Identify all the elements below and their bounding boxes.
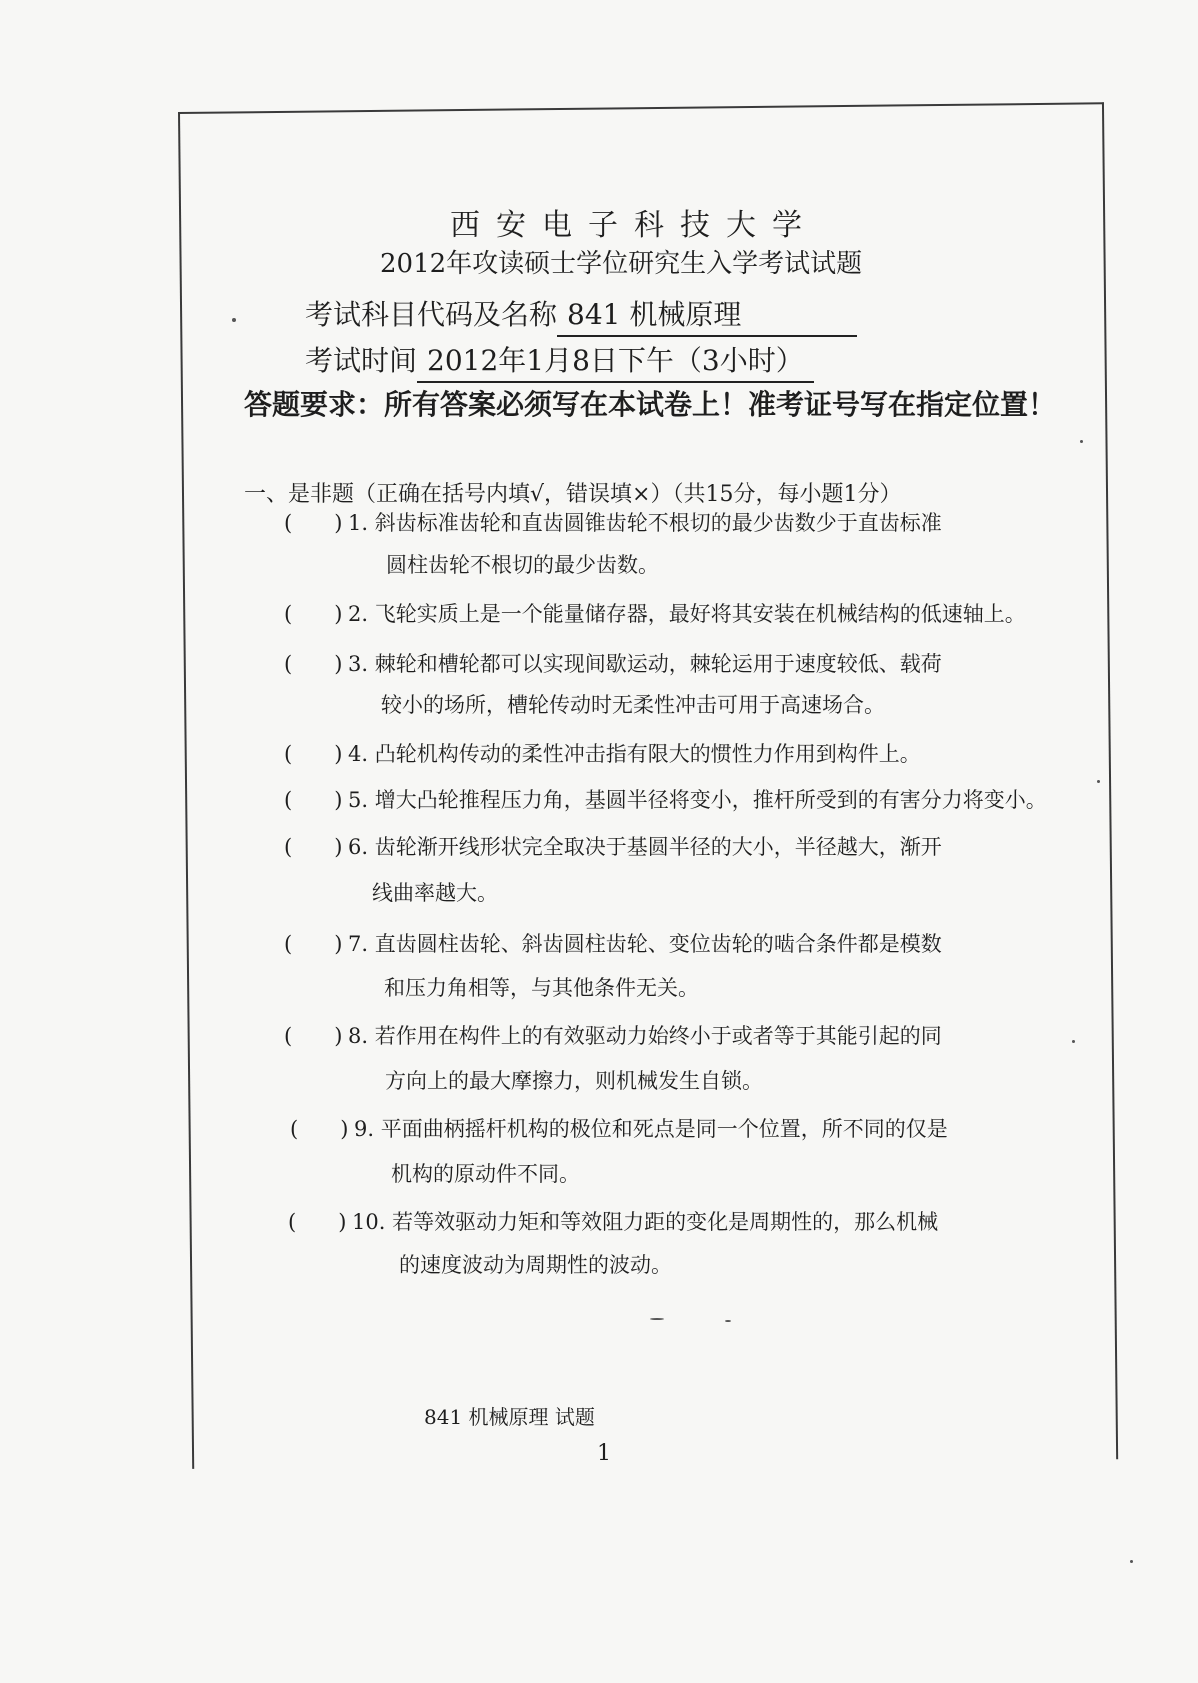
question-text: 增大凸轮推程压力角，基圆半径将变小，推杆所受到的有害分力将变小。 <box>374 788 1047 812</box>
answer-blank[interactable]: ( ) <box>284 932 343 956</box>
question-9-continuation: 机构的原动件不同。 <box>391 1162 580 1186</box>
question-7-continuation: 和压力角相等，与其他条件无关。 <box>384 976 699 1000</box>
question-text: 飞轮实质上是一个能量储存器，最好将其安装在机械结构的低速轴上。 <box>374 602 1026 626</box>
time-line <box>305 339 814 383</box>
question-text: 齿轮渐开线形状完全取决于基圆半径的大小，半径越大，渐开 <box>374 835 942 859</box>
answer-blank[interactable]: ( ) <box>284 511 343 535</box>
subject-line <box>305 293 857 337</box>
scan-speck <box>650 1318 664 1320</box>
time-value: 2012年1月8日下午（3小时） <box>417 339 814 383</box>
question-item-10 <box>288 1206 938 1236</box>
question-number: 9. <box>354 1117 375 1141</box>
question-number: 7. <box>348 932 369 956</box>
question-text: 若等效驱动力矩和等效阻力距的变化是周期性的，那么机械 <box>392 1210 939 1234</box>
question-item-5 <box>284 784 1047 814</box>
scan-speck <box>1072 1040 1075 1043</box>
question-number: 1. <box>348 511 369 535</box>
question-item-2 <box>284 598 1026 628</box>
scan-speck <box>1130 1560 1133 1563</box>
question-text: 直齿圆柱齿轮、斜齿圆柱齿轮、变位齿轮的啮合条件都是模数 <box>374 932 942 956</box>
exam-title: 2012年攻读硕士学位研究生入学考试试题 <box>380 249 863 279</box>
scan-speck <box>232 318 236 322</box>
question-item-4 <box>284 738 921 768</box>
page-number: 1 <box>597 1441 611 1466</box>
question-1-continuation: 圆柱齿轮不根切的最少齿数。 <box>386 553 659 577</box>
section-title: 一、是非题（正确在括号内填√，错误填×）（共15分，每小题1分） <box>244 482 902 507</box>
question-number: 10. <box>352 1210 386 1234</box>
question-text: 凸轮机构传动的柔性冲击指有限大的惯性力作用到构件上。 <box>374 742 921 766</box>
answer-blank[interactable]: ( ) <box>284 1024 343 1048</box>
question-number: 3. <box>348 652 369 676</box>
footer-subject: 841 机械原理 试题 <box>424 1405 595 1429</box>
question-number: 4. <box>348 742 369 766</box>
question-number: 5. <box>348 788 369 812</box>
university-name: 西安电子科技大学 <box>450 208 818 243</box>
question-item-1 <box>284 507 942 537</box>
answer-blank[interactable]: ( ) <box>284 788 343 812</box>
question-item-3 <box>284 648 942 678</box>
scan-speck <box>725 1320 731 1322</box>
question-text: 棘轮和槽轮都可以实现间歇运动，棘轮运用于速度较低、载荷 <box>374 652 942 676</box>
question-number: 6. <box>348 835 369 859</box>
scan-speck <box>1097 780 1100 783</box>
time-label: 考试时间 <box>305 344 418 377</box>
scan-speck <box>1080 440 1083 443</box>
question-text: 斜齿标准齿轮和直齿圆锥齿轮不根切的最少齿数少于直齿标准 <box>374 511 942 535</box>
answer-blank[interactable]: ( ) <box>288 1210 347 1234</box>
answer-blank[interactable]: ( ) <box>284 742 343 766</box>
question-text: 平面曲柄摇杆机构的极位和死点是同一个位置，所不同的仅是 <box>380 1117 948 1141</box>
question-3-continuation: 较小的场所，槽轮传动时无柔性冲击可用于高速场合。 <box>381 693 885 717</box>
question-item-8 <box>284 1020 942 1050</box>
question-number: 8. <box>348 1024 369 1048</box>
subject-label: 考试科目代码及名称 <box>305 298 558 331</box>
answer-blank[interactable]: ( ) <box>290 1117 349 1141</box>
answer-blank[interactable]: ( ) <box>284 602 343 626</box>
subject-value: 841 机械原理 <box>557 293 857 337</box>
answer-blank[interactable]: ( ) <box>284 835 343 859</box>
question-number: 2. <box>348 602 369 626</box>
question-item-7 <box>284 928 942 958</box>
question-item-9 <box>290 1113 948 1143</box>
question-text: 若作用在构件上的有效驱动力始终小于或者等于其能引起的同 <box>374 1024 942 1048</box>
question-item-6 <box>284 831 942 861</box>
question-10-continuation: 的速度波动为周期性的波动。 <box>399 1253 672 1277</box>
question-6-continuation: 线曲率越大。 <box>372 881 498 905</box>
answer-requirement: 答题要求：所有答案必须写在本试卷上！准考证号写在指定位置！ <box>244 388 1057 421</box>
answer-blank[interactable]: ( ) <box>284 652 343 676</box>
question-8-continuation: 方向上的最大摩擦力，则机械发生自锁。 <box>385 1069 763 1093</box>
